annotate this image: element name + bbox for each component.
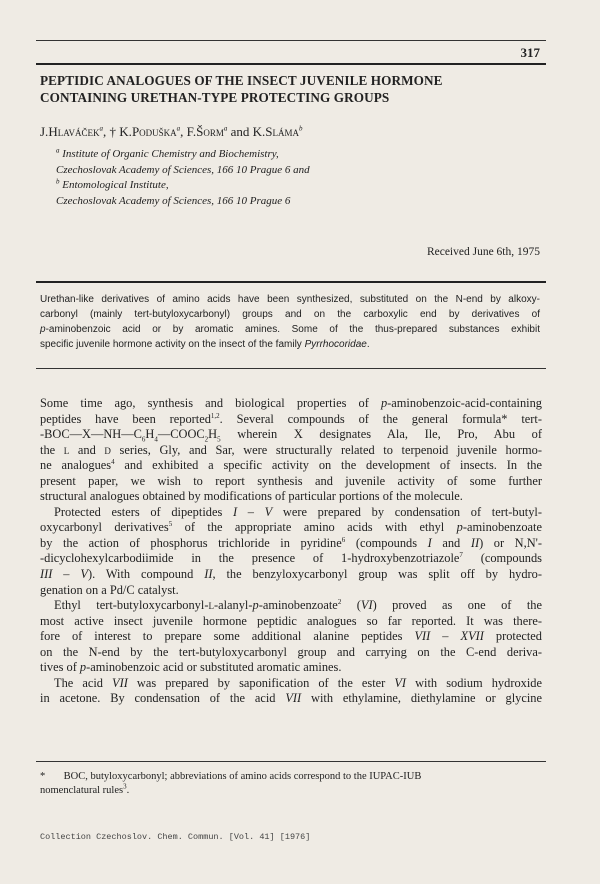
journal-footer: Collection Czechoslov. Chem. Commun. [Vol. 41] [1976]	[40, 832, 311, 842]
body-line: oxycarbonyl derivatives$^5$ of the appropriate amino acids with ethyl p-aminobenzoate	[40, 520, 542, 535]
affiliation-a-line-1: $^a$ Institute of Organic Chemistry and Biochemistry,	[56, 146, 279, 160]
body-line: Ethyl tert-butyloxycarbonyl-l-alanyl-p-aminobenzoate$^2$ (VI) proved as one of the	[54, 597, 542, 613]
author-list: J.Hlaváček$^a$, † K.Poduška$^a$, F.Šorm$^a$ and K.Sláma$^b$	[40, 124, 303, 139]
page-number: 317	[520, 45, 540, 60]
body-line: genation on a Pd/C catalyst.	[40, 582, 179, 597]
body-line: -dicyclohexylcarbodiimide in the presence of 1-hydroxybenzotriazole$^7$ (compounds	[40, 551, 542, 566]
author-2: K.Poduška$^a$	[119, 124, 181, 139]
affiliation-a-line-2: Czechoslovak Academy of Sciences, 166 10 Prague 6 and	[56, 163, 310, 176]
abstract	[40, 292, 540, 352]
body-line: fore of interest to prepare some additional alanine peptides VII – XVII protected	[40, 629, 543, 644]
article-title	[40, 72, 540, 106]
body-line: structural analogues obtained by modifications of particular portions of the molecule.	[40, 489, 463, 504]
affiliations	[56, 147, 536, 209]
author-3: F.Šorm$^a$	[186, 124, 228, 139]
footnote-line-1: * BOC, butyloxycarbonyl; abbreviations of amino acids correspond to the IUPAC-IUB	[40, 771, 422, 782]
body-line: III – V). With compound II, the benzyloxycarbonyl group was split off by hydro-	[40, 567, 542, 582]
author-4: K.Sláma$^b$	[252, 124, 303, 139]
header-rule	[36, 63, 546, 65]
footnote-rule	[36, 761, 546, 762]
footnote-line-2: nomenclatural rules$^3$.	[40, 782, 130, 796]
received-date: Received June 6th, 1975	[426, 246, 540, 258]
body-line: most active insect juvenile hormone peptidic analogues so far reported. It was there-	[40, 613, 542, 628]
body-line: in acetone. By condensation of the acid VII with ethylamine, diethylamine or glycine	[40, 691, 542, 706]
title-line-2: CONTAINING URETHAN-TYPE PROTECTING GROUPS	[40, 90, 390, 105]
abstract-bottom-rule	[36, 368, 546, 369]
top-rule	[36, 40, 546, 41]
body-line: Protected esters of dipeptides I – V were prepared by condensation of tert-butyl-	[54, 504, 542, 519]
abstract-line-3: p-aminobenzoic acid or by aromatic amines. Some of the thus-prepared substances exhibit	[40, 324, 540, 335]
title-line-1: PEPTIDIC ANALOGUES OF THE INSECT JUVENILE HORMONE	[40, 73, 443, 88]
body-line: The acid VII was prepared by saponification of the ester VI with sodium hydroxide	[54, 675, 542, 690]
abstract-line-2: carbonyl (mainly tert-butyloxycarbonyl) groups and on the carboxylic end by derivatives of	[40, 309, 540, 320]
abstract-top-rule	[36, 281, 546, 283]
body-line: $-BOC—X—NH—C_6H_4—COOC_2H_5$ wherein X designates Ala, Ile, Pro, Abu of	[40, 427, 542, 444]
abstract-line-1: Urethan-like derivatives of amino acids have been synthesized, substituted on the N-end by alkoxy-	[40, 294, 540, 305]
body-line: present paper, we wish to report synthesis and juvenile activity of some further	[40, 473, 542, 488]
body-line: ne analogues$^4$ and exhibited a specific activity on the development of insects. In the	[40, 458, 543, 473]
dagger-mark: †	[109, 124, 117, 139]
body-line: Some time ago, synthesis and biological properties of p-aminobenzoic-acid-containing	[40, 396, 542, 410]
body-line: the l and d series, Gly, and Sar, were structurally related to terpenoid juvenile hormo-	[40, 442, 542, 457]
affiliation-b-line-1: $^b$ Entomological Institute,	[56, 177, 169, 191]
body-line: tives of p-aminobenzoic acid or substituted aromatic amines.	[40, 660, 342, 675]
abstract-line-4: specific juvenile hormone activity on the insect of the family Pyrrhocoridae.	[40, 339, 370, 350]
affiliation-b-line-2: Czechoslovak Academy of Sciences, 166 10 Prague 6	[56, 194, 291, 207]
body-line: on the N-end by the tert-butyloxycarbonyl group and carrying on the C-end deriva-	[40, 644, 542, 659]
author-1: J.Hlaváček$^a$	[40, 124, 104, 139]
body-line: by the action of phosphorus trichloride in pyridine$^6$ (compounds I and II) or N,N'-	[40, 535, 543, 550]
body-text	[40, 396, 542, 707]
body-line: peptides have been reported$^{1,2}$. Several compounds of the general formula* tert-	[40, 411, 542, 426]
footnote	[40, 770, 540, 798]
